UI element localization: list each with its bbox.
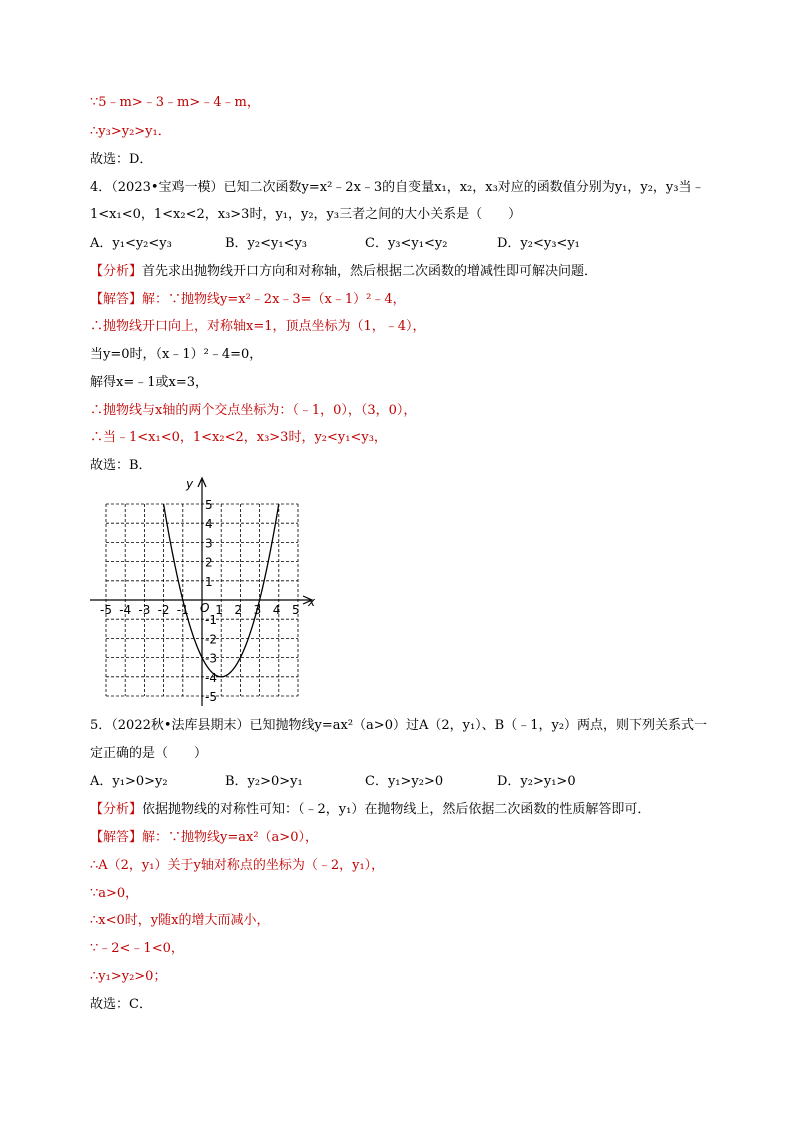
x-tick-label: -5 xyxy=(100,603,112,617)
q5-step-6: ∴y₁>y₂>0； xyxy=(90,969,167,984)
x-tick-label: 5 xyxy=(292,603,300,617)
q5-analysis-tag: 【分析】 xyxy=(90,802,143,817)
q5-option-c: C．y₁>y₂>0 xyxy=(365,774,444,789)
q4-step-4: 解得x=﹣1或x=3， xyxy=(90,375,208,390)
q4-answer xyxy=(90,291,406,309)
y-tick-label: 1 xyxy=(205,574,213,589)
y-tick-label: 4 xyxy=(205,517,213,532)
q5-step-7: 故选：C． xyxy=(90,997,152,1012)
q4-step-7: 故选：B． xyxy=(90,458,152,473)
q5-analysis xyxy=(90,801,650,819)
q5-option-b: B．y₂>0>y₁ xyxy=(225,774,303,789)
q4-analysis-tag: 【分析】 xyxy=(90,264,143,279)
x-tick-label: 4 xyxy=(272,603,281,617)
q5-option-a: A．y₁>0>y₂ xyxy=(90,774,168,789)
q4-option-a: A．y₁<y₂<y₃ xyxy=(90,236,172,251)
q4-option-c: C．y₃<y₁<y₂ xyxy=(365,236,448,251)
prev-line-2: ∴y₃>y₂>y₁． xyxy=(90,124,171,139)
q5-step-5: ∵﹣2<﹣1<0， xyxy=(90,941,184,956)
q4-step-1: 解：∵抛物线y=x²﹣2x﹣3=（x﹣1）²﹣4， xyxy=(142,292,406,307)
parabola-graph xyxy=(88,476,323,708)
q4-option-d: D．y₂<y₃<y₁ xyxy=(497,236,580,251)
q4-stem-line-2: 1<x₁<0，1<x₂<2，x₃>3时，y₁，y₂，y₃三者之间的大小关系是（ ） xyxy=(90,207,522,222)
x-tick-label: 2 xyxy=(234,603,243,617)
x-tick-label: 3 xyxy=(253,603,262,617)
y-tick-label: -2 xyxy=(205,632,217,647)
x-axis-label: x xyxy=(308,595,316,609)
y-tick-label: -4 xyxy=(205,670,217,685)
prev-line-3: 故选：D． xyxy=(90,152,153,167)
y-tick-label: -5 xyxy=(205,690,217,704)
y-tick-label: 3 xyxy=(205,536,213,551)
q4-option-b: B．y₂<y₁<y₃ xyxy=(225,236,308,251)
y-axis-label: y xyxy=(186,477,194,491)
y-tick-label: 5 xyxy=(205,498,213,512)
q5-step-2: ∴A（2，y₁）关于y轴对称点的坐标为（﹣2，y₁）， xyxy=(90,858,385,873)
q5-step-4: ∴x<0时，y随x的增大而减小， xyxy=(90,913,270,928)
x-tick-label: -4 xyxy=(119,603,132,617)
q4-answer-tag: 【解答】 xyxy=(90,292,143,307)
q5-answer xyxy=(90,829,318,847)
q4-step-5: ∴抛物线与x轴的两个交点坐标为：（﹣1，0），（3，0）， xyxy=(90,403,417,418)
q5-step-3: ∵a>0， xyxy=(90,886,139,901)
q5-stem-line-1: 5．（2022秋•法库县期末）已知抛物线y=ax²（a>0）过A（2，y₁）、B（﹣1，y₂）两点，则下列关系式一 xyxy=(90,718,708,733)
y-tick-label: -1 xyxy=(205,613,217,628)
q5-step-1: 解：∵抛物线y=ax²（a>0）， xyxy=(142,830,318,845)
q4-stem-line-1: 4．（2023•宝鸡一模）已知二次函数y=x²﹣2x﹣3的自变量x₁，x₂，x₃对应的函数值分别为y₁，y₂，y₃当﹣ xyxy=(90,180,705,195)
q4-step-2: ∴抛物线开口向上，对称轴x=1，顶点坐标为（1，﹣4）， xyxy=(90,319,426,334)
x-tick-label: 1 xyxy=(215,603,223,617)
q5-option-d: D．y₂>y₁>0 xyxy=(497,774,576,789)
q5-analysis-text: 依据抛物线的对称性可知：（﹣2，y₁）在抛物线上，然后依据二次函数的性质解答即可． xyxy=(142,802,651,817)
q5-answer-tag: 【解答】 xyxy=(90,830,143,845)
x-tick-label: -2 xyxy=(157,603,170,617)
q4-analysis xyxy=(90,263,597,281)
q5-stem-line-2: 定正确的是（ ） xyxy=(90,746,208,761)
prev-line-1: ∵5﹣m>﹣3﹣m>﹣4﹣m， xyxy=(90,95,260,110)
x-tick-label: -1 xyxy=(176,603,189,617)
x-tick-label: -3 xyxy=(138,603,151,617)
y-tick-label: 2 xyxy=(205,555,213,570)
origin-label: O xyxy=(200,601,210,615)
q4-analysis-text: 首先求出抛物线开口方向和对称轴，然后根据二次函数的增减性即可解决问题． xyxy=(142,264,598,279)
y-tick-label: -3 xyxy=(205,651,217,666)
q4-step-3: 当y=0时，（x﹣1）²﹣4=0， xyxy=(90,347,263,362)
q4-step-6: ∴当﹣1<x₁<0，1<x₂<2，x₃>3时，y₂<y₁<y₃， xyxy=(90,430,387,445)
